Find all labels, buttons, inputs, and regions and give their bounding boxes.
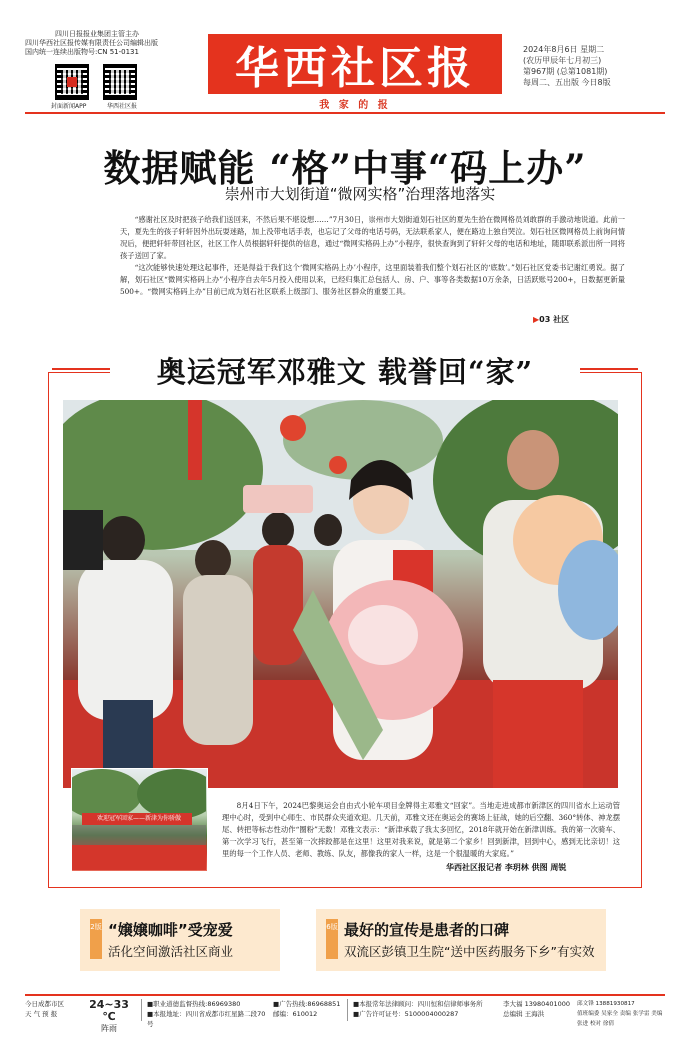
- qr-codes: [55, 64, 137, 100]
- bottom-rule: [25, 994, 665, 996]
- lead-page-ref-label: 03 社区: [539, 315, 570, 324]
- feature-caption-text: 8月4日下午，2024巴黎奥运会自由式小轮车项目金牌得主邓雅文“回家”。当地走进成都市新津区的四川省水上运动管理中心时，受到中心师生、市民群众夹道欢迎。几天前，邓雅文还在奥运会的赛场上征战，她的后空翻、360°转体、神龙摆尾、转把等标志性动作“圈粉”无数！邓雅文表示：“新津承载了我太多回忆，2018年就开始在新津训练。我的第一次骑车、第一次学习飞行，甚至第一次摔跤都是在这里！这里对我来说，就是第二个家乡！回到新津，回到中心，感到无比亲切！这里的每一个工作人员、老师、教练、队友，都像我的家人一样，这是一个很温暖的大家庭。”: [222, 801, 620, 858]
- lead-headline[interactable]: 数据赋能 “格”中事“码上办”: [103, 146, 587, 190]
- date-line: 2024年8月6日 星期二: [523, 45, 605, 54]
- qr2-caption: 华西社区报: [107, 103, 138, 110]
- footer: [25, 998, 665, 1033]
- teaser-title: 最好的宣传是患者的口碑: [344, 921, 510, 939]
- inset-banner-text: 欢迎冠军回家——新津为你骄傲: [96, 815, 181, 822]
- footer-col-5: [577, 999, 665, 1029]
- issue-info: [523, 44, 668, 88]
- teaser-card-1[interactable]: [80, 909, 280, 971]
- feature-title-deco-left: [52, 368, 112, 370]
- feature-byline: 华西社区报记者 李玥林 供图 周锐: [446, 863, 567, 872]
- footer-lawyer-2: 邱文锋 13881930817: [577, 1001, 635, 1007]
- qr1-caption: 封面新闻APP: [51, 103, 87, 110]
- weather-forecast: [83, 999, 135, 1035]
- footer-hotline: ■职业道德监督热线:86969380: [147, 1000, 241, 1008]
- masthead: [25, 30, 665, 112]
- qr-code-icon[interactable]: [55, 64, 89, 100]
- weather-label: [25, 999, 75, 1019]
- footer-col-1: [147, 999, 267, 1029]
- footer-ad-hotline: ■广告热线:86968851: [273, 1000, 341, 1008]
- lunar-line: (农历甲辰年七月初三): [523, 56, 602, 65]
- publisher-info: [25, 30, 180, 112]
- lead-subhead: 崇州市大划街道“微网实格”治理落地落实: [224, 185, 496, 203]
- lead-article-body: [120, 214, 625, 298]
- feature-photo[interactable]: [63, 400, 618, 788]
- weather-label-line-2: 天 气 预 报: [25, 1010, 58, 1018]
- footer-lawyer-1: 李大福 13980401000: [503, 1000, 571, 1008]
- qr-code-icon[interactable]: [103, 64, 137, 100]
- arrow-right-icon: ▶: [533, 315, 540, 324]
- brand-logo: 华西社区报: [208, 34, 502, 94]
- teaser-card-2[interactable]: [316, 909, 606, 971]
- lead-paragraph-1: “感谢社区及时把孩子给我们送回来，不然后果不堪设想……”7月30日，崇州市大划街道划石社区的夏先生拾在微网格员刘敢群的手激动地说道。此前一天，夏先生的孩子轩轩因外出玩耍迷路，加上没带电话手表，也忘记了父母的电话号码，无法联系家人，便在路边上独自哭泣。划石社区微网格员上前询问情况后，便把轩轩带回社区，社区工作人员根据轩轩提供的信息，通过“微网实格码上办”小程序，很快查询到了轩轩父母的电话和地址，随即联系派出所一同将孩子送回了家。: [120, 215, 625, 260]
- frequency-line: 每周二、五出版 今日8版: [523, 78, 611, 87]
- footer-ad-license: ■广告许可证号：5100004000287: [353, 1010, 459, 1018]
- lead-page-ref[interactable]: [533, 314, 569, 325]
- feature-title-deco-right: [578, 368, 638, 370]
- footer-postcode: 邮编：610012: [273, 1010, 318, 1018]
- issue-line: 第967期 (总第1081期): [523, 67, 608, 76]
- footer-legal-counsel: ■本报常年法律顾问：四川恒和信律师事务所: [353, 1000, 483, 1008]
- feature-caption: [222, 800, 620, 860]
- publisher-line-1: 四川日报报业集团主管主办: [55, 30, 139, 38]
- teaser-title: “嬢嬢咖啡”受宠爱: [108, 921, 233, 939]
- footer-col-2: [273, 999, 343, 1019]
- footer-divider: [141, 999, 142, 1021]
- footer-chief-editor: 总编辑 王海洪: [503, 1010, 545, 1018]
- inset-photo[interactable]: [71, 768, 208, 872]
- teaser-page-badge: 2版: [90, 919, 102, 959]
- top-rule: [25, 112, 665, 114]
- temperature-range: 24~33 ℃: [89, 998, 129, 1023]
- slogan: 我 家 的 报: [319, 100, 391, 111]
- feature-title-wrap: [110, 350, 580, 394]
- teaser-subtitle: 双流区彭镇卫生院“送中医药服务下乡”有实效: [344, 944, 595, 959]
- weather-condition: 阵雨: [101, 1024, 117, 1033]
- footer-col-3: [353, 999, 503, 1019]
- issn-line: 国内统一连续出版物号:CN 51-0131: [25, 48, 139, 56]
- footer-editors: 值班编委 吴家全 责编 张学雷 美编 张进 校对 徐倩: [577, 1011, 663, 1027]
- footer-divider: [347, 999, 348, 1021]
- feature-title[interactable]: 奥运冠军邓雅文 载誉回“家”: [156, 355, 534, 389]
- weather-label-line-1: 今日成都市区: [25, 1000, 64, 1008]
- lead-paragraph-2: “这次能够快速处理这起事件，还是得益于我们这个‘微网实格码上办’小程序，这里面装着我们整个划石社区的‘底数’。”划石社区党委书记谢红勇说。据了解，划石社区“微网实格码上办”小程序自去年5月投入使用以来，已经归集汇总包括人、房、户、事等各类数据10万余条，日活跃账号200+，日数据更新量500+。“微网实格码上办”目前已成为划石社区联系上级部门、服务社区群众的重要工具。: [120, 263, 625, 296]
- crowd-photo-illustration: [63, 400, 618, 788]
- teaser-subtitle: 活化空间激活社区商业: [108, 944, 234, 959]
- footer-address: ■本报地址：四川省成都市红星路二段70号: [147, 1010, 266, 1028]
- footer-col-4: [503, 999, 575, 1019]
- teaser-page-badge: 6版: [326, 919, 338, 959]
- publisher-line-2: 四川华西社区报传媒有限责任公司编辑出版: [25, 39, 158, 47]
